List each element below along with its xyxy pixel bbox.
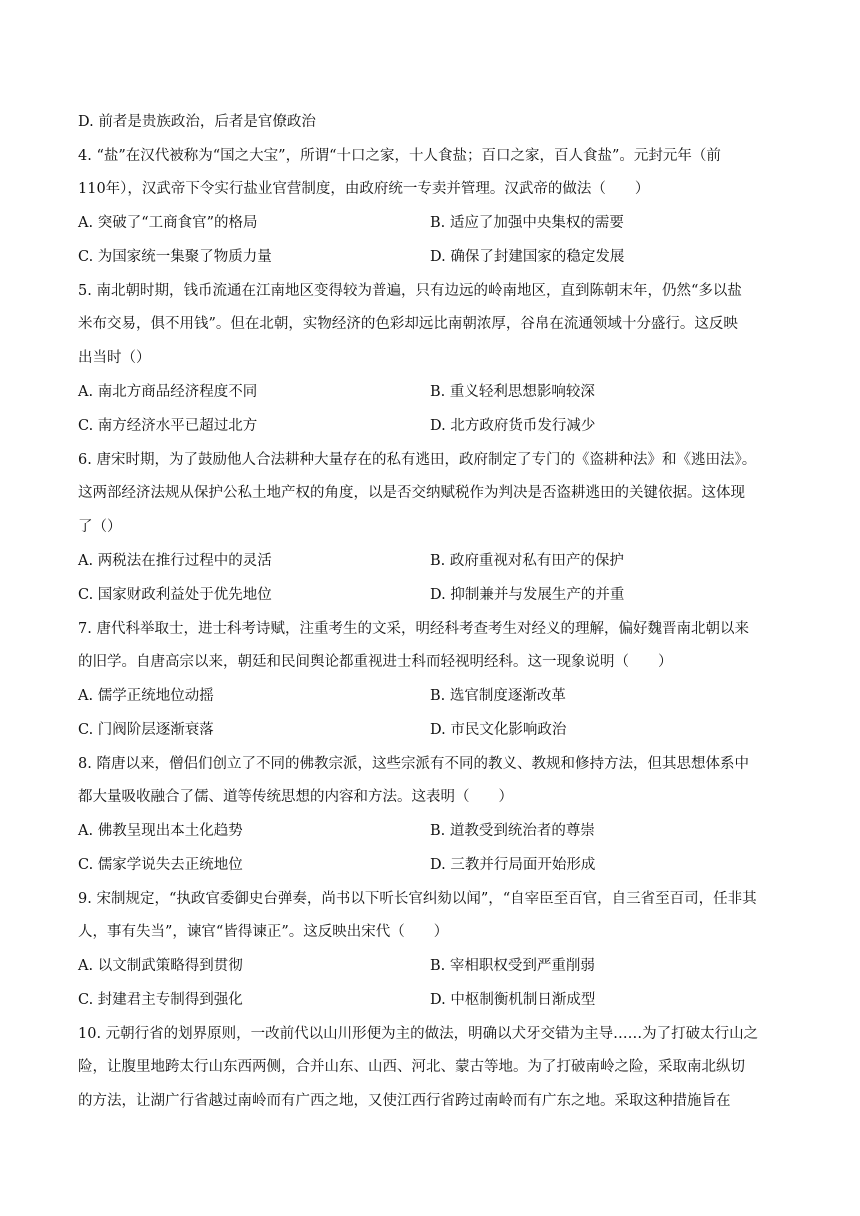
q5-stem-line-2: 米布交易，俱不用钱”。但在北朝，实物经济的色彩却远比南朝浓厚，谷帛在流通领域十分盛行。这反映 [78, 316, 738, 332]
q4-option-b: B. 适应了加强中央集权的需要 [430, 215, 624, 231]
q6-option-c: C. 国家财政利益处于优先地位 [78, 587, 272, 603]
q4-option-c: C. 为国家统一集聚了物质力量 [78, 249, 272, 265]
q4-option-a: A. 突破了“工商食官”的格局 [78, 215, 258, 231]
q5-stem-line-3: 出当时（） [78, 350, 151, 366]
q9-option-c: C. 封建君主专制得到强化 [78, 992, 243, 1008]
q6-stem-line-2: 这两部经济法规从保护公私土地产权的角度，以是否交纳赋税作为判决是否盗耕逃田的关键依据。这体现 [78, 485, 745, 501]
q10-stem-line-1: 10. 元朝行省的划界原则，一改前代以山川形便为主的做法，明确以犬牙交错为主导……为了打破太行山之 [78, 1026, 759, 1042]
q9-option-a: A. 以文制武策略得到贯彻 [78, 958, 243, 974]
q6-stem-line-3: 了（） [78, 519, 122, 535]
q7-option-d: D. 市民文化影响政治 [430, 722, 567, 738]
q10-stem-line-2: 险，让腹里地跨太行山东西两侧，合并山东、山西、河北、蒙古等地。为了打破南岭之险，采取南北纵切 [78, 1059, 745, 1075]
q4-stem-line-1: 4. “盐”在汉代被称为“国之大宝”，所谓“十口之家，十人食盐；百口之家，百人食盐”。元封元年（前 [78, 148, 721, 164]
q7-stem-line-2: 的旧学。自唐高宗以来，朝廷和民间舆论都重视进士科而轻视明经科。这一现象说明（ ） [78, 654, 673, 670]
q7-option-a: A. 儒学正统地位动摇 [78, 688, 214, 704]
q9-stem-line-1: 9. 宋制规定，“执政官委御史台弹奏，尚书以下听长官纠劾以闻”，“自宰臣至百官，自三省至百司，任非其 [78, 891, 757, 907]
q4-option-d: D. 确保了封建国家的稳定发展 [430, 249, 625, 265]
q6-option-a: A. 两税法在推行过程中的灵活 [78, 553, 272, 569]
q5-option-b: B. 重义轻利思想影响较深 [430, 384, 595, 400]
q10-stem-line-3: 的方法，让湖广行省越过南岭而有广西之地，又使江西行省跨过南岭而有广东之地。采取这种措施旨在 [78, 1093, 731, 1109]
q7-stem-line-1: 7. 唐代科举取士，进士科考诗赋，注重考生的文采，明经科考查考生对经义的理解，偏好魏晋南北朝以来 [78, 621, 749, 637]
q5-option-a: A. 南北方商品经济程度不同 [78, 384, 258, 400]
q5-option-c: C. 南方经济水平已超过北方 [78, 418, 258, 434]
q6-option-d: D. 抑制兼并与发展生产的并重 [430, 587, 625, 603]
q8-option-d: D. 三教并行局面开始形成 [430, 857, 596, 873]
q8-option-c: C. 儒家学说失去正统地位 [78, 857, 243, 873]
q9-option-d: D. 中枢制衡机制日渐成型 [430, 992, 596, 1008]
q5-option-d: D. 北方政府货币发行减少 [430, 418, 596, 434]
q3-option-d: D. 前者是贵族政治，后者是官僚政治 [78, 114, 316, 130]
q9-stem-line-2: 人，事有失当”，谏官“皆得谏正”。这反映出宋代（ ） [78, 924, 449, 940]
q5-stem-line-1: 5. 南北朝时期，钱币流通在江南地区变得较为普遍，只有边远的岭南地区，直到陈朝末年，仍然“多以盐 [78, 283, 742, 299]
q8-stem-line-1: 8. 隋唐以来，僧侣们创立了不同的佛教宗派，这些宗派有不同的教义、教规和修持方法，但其思想体系中 [78, 756, 749, 772]
q6-stem-line-1: 6. 唐宋时期，为了鼓励他人合法耕种大量存在的私有逃田，政府制定了专门的《盗耕种法》和《逃田法》。 [78, 452, 757, 468]
q7-option-b: B. 选官制度逐渐改革 [430, 688, 566, 704]
q9-option-b: B. 宰相职权受到严重削弱 [430, 958, 595, 974]
q8-option-a: A. 佛教呈现出本土化趋势 [78, 823, 243, 839]
q7-option-c: C. 门阀阶层逐渐衰落 [78, 722, 214, 738]
q8-option-b: B. 道教受到统治者的尊崇 [430, 823, 595, 839]
q6-option-b: B. 政府重视对私有田产的保护 [430, 553, 624, 569]
q4-stem-line-2: 110年），汉武帝下令实行盐业官营制度，由政府统一专卖并管理。汉武帝的做法（ ） [78, 181, 650, 197]
q8-stem-line-2: 都大量吸收融合了儒、道等传统思想的内容和方法。这表明（ ） [78, 789, 513, 805]
